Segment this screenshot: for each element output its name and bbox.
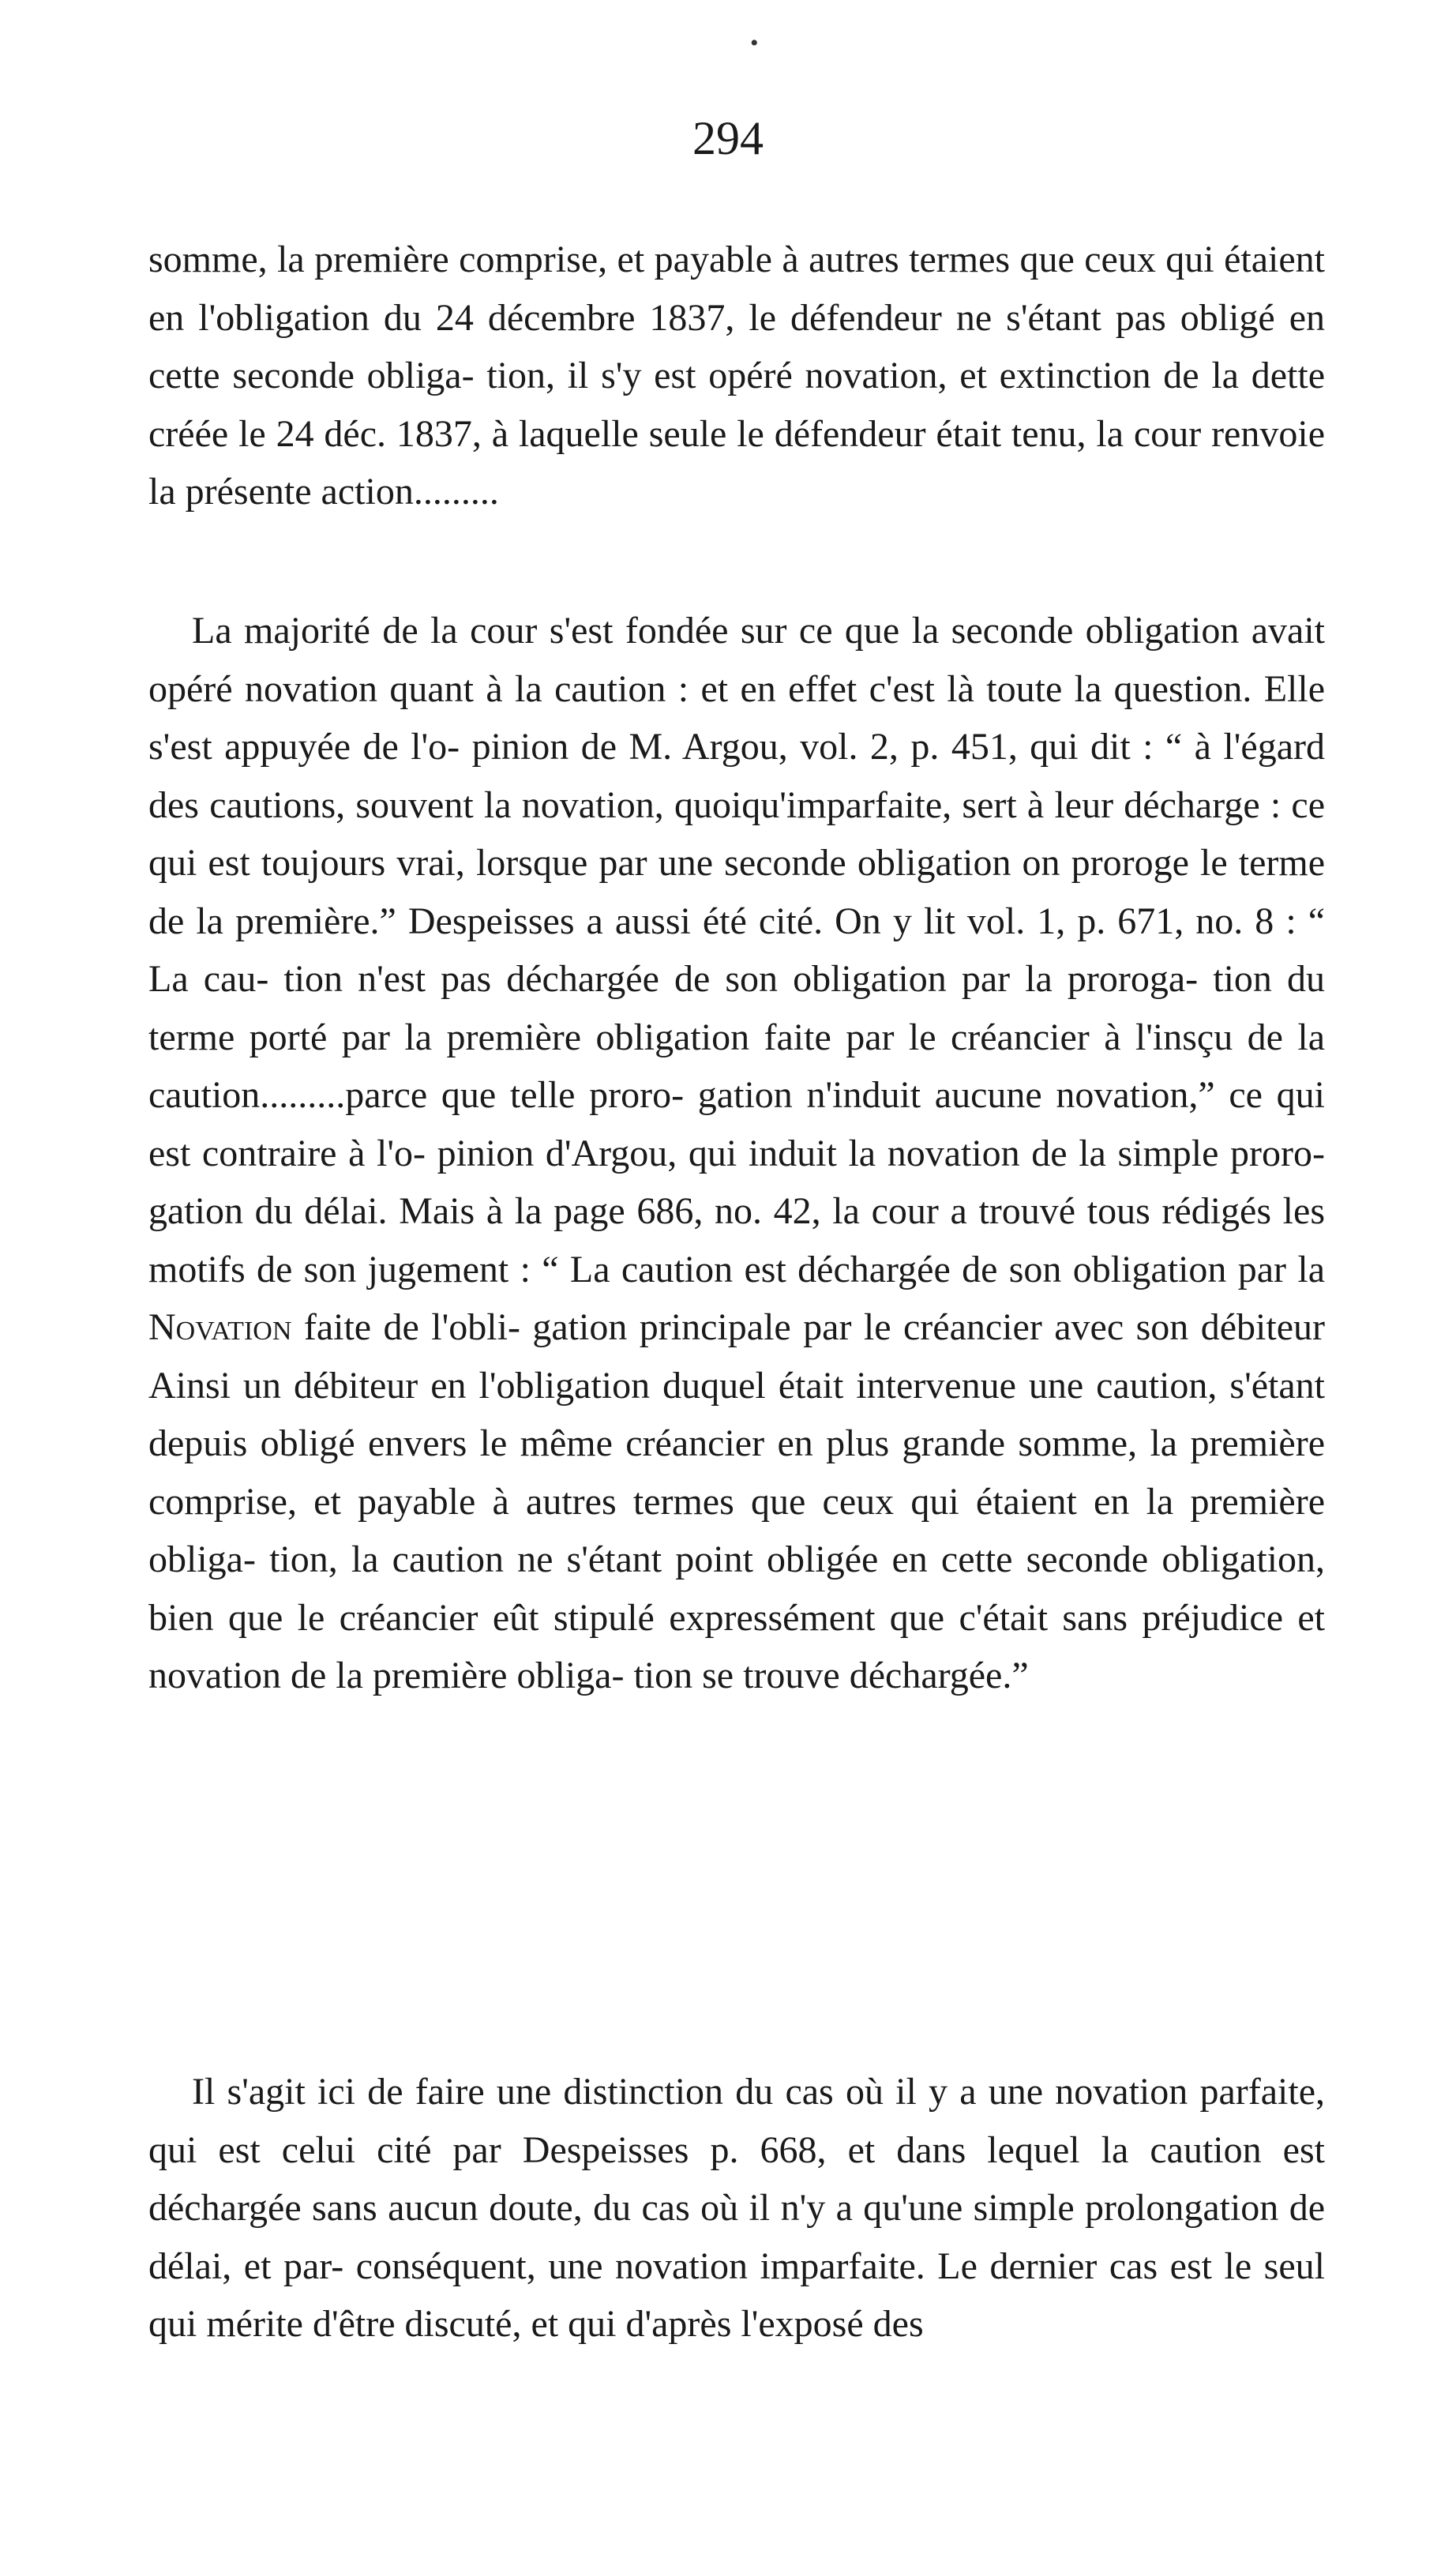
page-number: 294 <box>692 112 764 164</box>
top-mark: • <box>750 30 759 56</box>
paragraph-distinction: Il s'agit ici de faire une distinction du cas où il y a une novation parfaite, qui est celui cité par Despeisses p. 668, et dans lequel la caution est déchargée sans aucun doute, du cas où il n'y a qu'une simple prolongation de délai, et par- conséquent, une novation imparfaite. Le dernier cas est le seul qui mérite d'être discuté, et qui d'après l'exposé des <box>148 2071 1325 2345</box>
paragraph-text-part: La majorité de la cour s'est fondée sur ce que la seconde obligation avait opéré novation quant à la caution : et en effet c'est là toute la question. Elle s'est appuyée de l'o- pinion de M. Argou, vol. 2, p. 451, qui dit : “ à l'égard des cautions, souvent la novation, quoiqu'imparfaite, sert à leur décharge : ce qui est toujours vrai, lorsque par une seconde obligation on proroge le terme de la première.” Despeisses a aussi été cité. On y lit vol. 1, p. 671, no. 8 : “ La cau- tion n'est pas déchargée de son obligation par la proroga- tion du terme porté par la première obligation faite par le créancier à l'insçu de la caution.........parce que telle proro- gation n'induit aucune novation,” ce qui est contraire à l'o- pinion d'Argou, qui induit la novation de la simple proro- gation du délai. Mais à la page 686, no. 42, la cour a trouvé tous rédigés les motifs de son jugement : “ La caution est déchargée de son obligation par la <box>148 610 1325 1290</box>
paragraph-text-part: faite de l'obli- gation principale par le créancier avec son débiteur Ainsi un débiteur en l'obligation duquel était intervenue une caution, s'étant depuis obligé envers le même créancier en plus grande somme, la première comprise, et payable à autres termes que ceux qui étaient en la première obliga- tion, la caution ne s'étant point obligée en cette seconde obligation, bien que le créancier eût stipulé expressément que c'était sans préjudice et novation de la première obliga- tion se trouve déchargée.” <box>148 1306 1325 1696</box>
smallcaps-term: Novation <box>148 1306 292 1348</box>
paragraph-continuation: somme, la première comprise, et payable à autres termes que ceux qui étaient en l'obligation du 24 décembre 1837, le défendeur ne s'étant pas obligé en cette seconde obliga- tion, il s'y est opéré novation, et extinction de la dette créée le 24 déc. 1837, à laquelle seule le défendeur était tenu, la cour renvoie la présente action......... <box>148 239 1325 513</box>
paragraph-court-reasoning <box>148 602 1325 1705</box>
